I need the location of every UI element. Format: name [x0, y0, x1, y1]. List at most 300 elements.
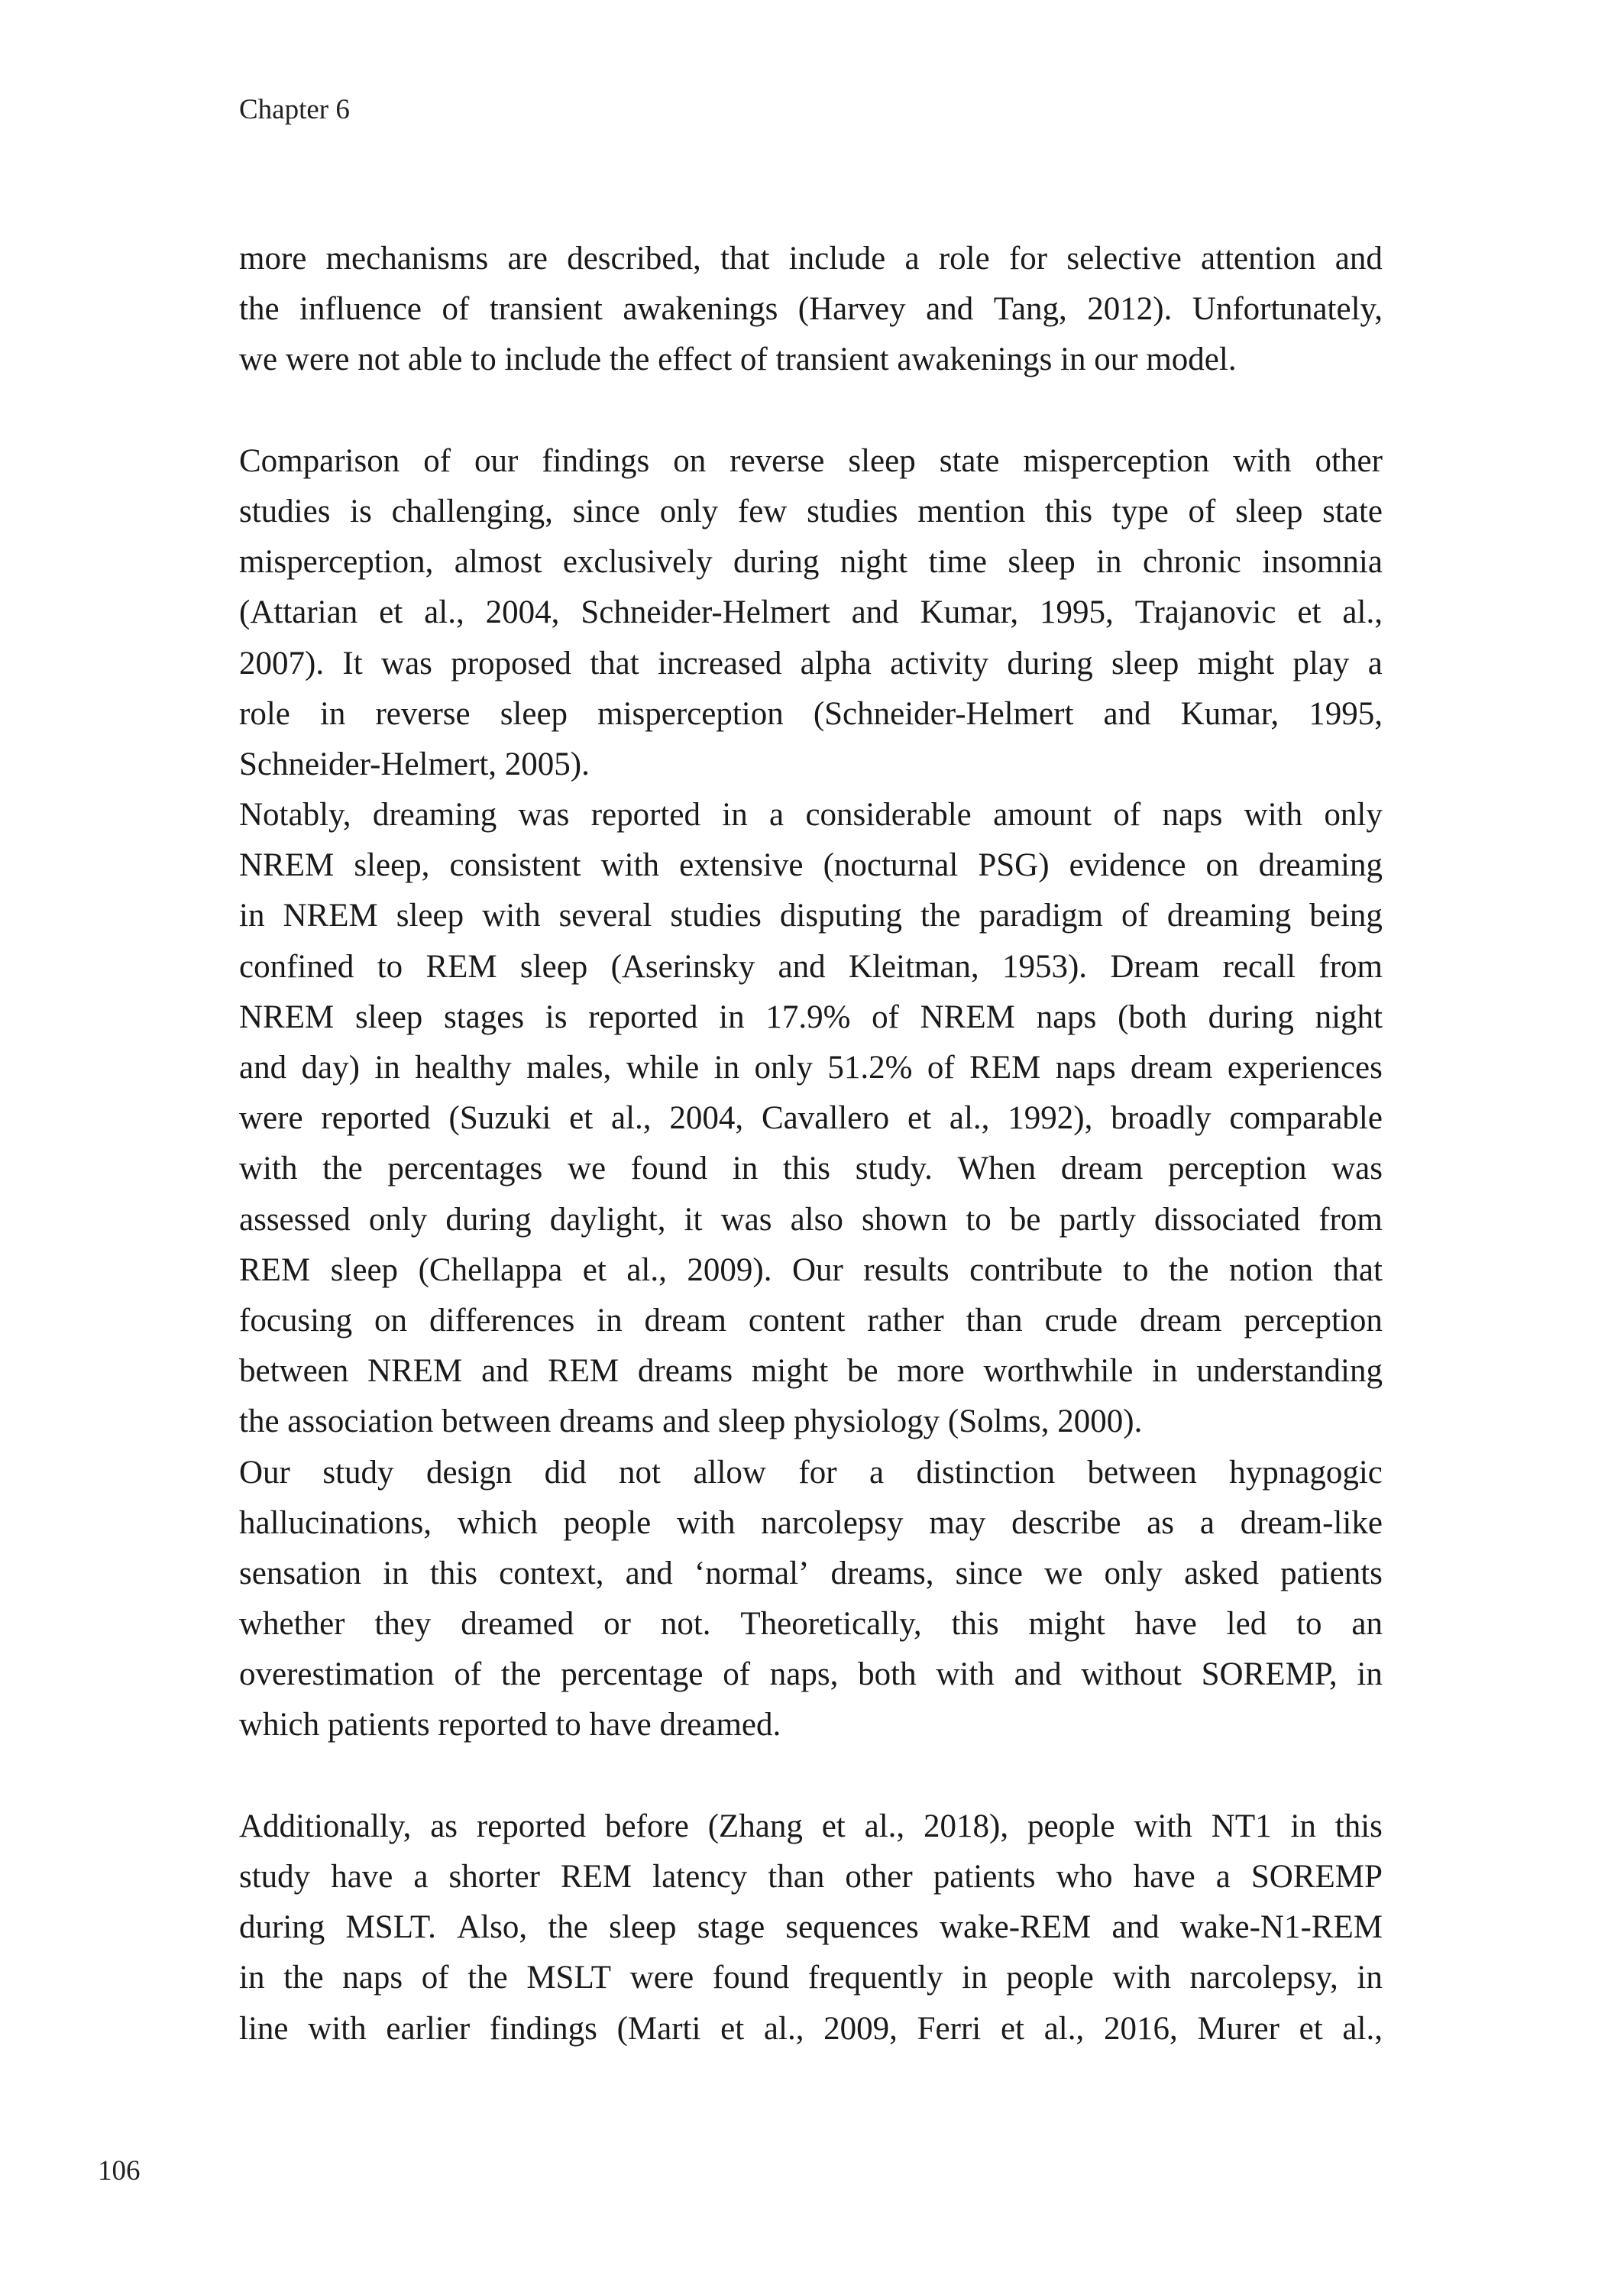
word: et: [379, 594, 403, 631]
word: we: [567, 1151, 607, 1187]
word: sleep: [717, 1403, 786, 1440]
word: misperception: [1023, 442, 1210, 479]
word: during: [733, 544, 820, 581]
word: of: [421, 1960, 449, 1996]
word: on: [673, 442, 707, 479]
word: are: [507, 241, 548, 277]
word: reverse: [375, 695, 471, 732]
word: that: [590, 645, 639, 681]
word: in: [713, 1050, 740, 1086]
word: this: [782, 1151, 831, 1187]
word: and: [625, 1555, 673, 1591]
word: have: [331, 1859, 393, 1895]
word: al.,: [626, 1251, 667, 1288]
word: since: [955, 1555, 1023, 1591]
word: not: [357, 342, 400, 378]
word: PSG): [978, 847, 1050, 884]
text-line: [239, 1498, 1383, 1549]
word: that: [1333, 1251, 1383, 1288]
word: chronic: [1142, 544, 1241, 581]
word: dream: [1060, 1151, 1144, 1187]
text-line: [239, 740, 1383, 790]
word: led: [1226, 1606, 1267, 1643]
word: ‘normal’: [694, 1555, 810, 1591]
word: mention: [917, 493, 1026, 529]
word: a: [1215, 1859, 1231, 1895]
word: of: [442, 291, 470, 328]
word: found: [712, 1960, 790, 1996]
paragraph-spacer: [239, 1751, 1383, 1802]
word: and: [778, 948, 826, 985]
text-line: [239, 436, 1383, 487]
word: understanding: [1196, 1353, 1383, 1390]
word: include: [788, 241, 886, 277]
word: during: [239, 1909, 325, 1946]
word: REM: [969, 1050, 1041, 1086]
word: hallucinations,: [239, 1504, 432, 1541]
word: (Suzuki: [448, 1100, 552, 1137]
word: naps: [1055, 1050, 1116, 1086]
word: dream: [1131, 1050, 1213, 1086]
word: SOREMP,: [1201, 1656, 1338, 1693]
word: healthy: [415, 1050, 512, 1086]
word: in: [239, 898, 265, 934]
word: NREM: [239, 999, 335, 1035]
word: sensation: [239, 1555, 362, 1591]
word: a: [1367, 645, 1383, 681]
word: sleep: [519, 948, 588, 985]
word: partly: [1059, 1201, 1136, 1238]
word: et: [1297, 594, 1322, 631]
word: SOREMP: [1250, 1859, 1383, 1895]
word: were: [239, 1100, 303, 1137]
word: sleep: [396, 898, 464, 934]
word: the: [920, 898, 961, 934]
paragraph-rem-latency: [239, 1802, 1383, 2054]
word: (Schneider-Helmert: [813, 695, 1074, 732]
word: Cavallero: [762, 1100, 890, 1137]
text-line: [239, 992, 1383, 1043]
word: in: [1096, 544, 1122, 581]
word: Ferri: [917, 2010, 982, 2047]
word: al.,: [1043, 2010, 1085, 2047]
text-line: [239, 689, 1383, 740]
text-line: [239, 1953, 1383, 2003]
word: dream: [644, 1302, 726, 1339]
word: with: [936, 1656, 995, 1693]
word: state: [939, 442, 1000, 479]
word: attention: [1201, 241, 1316, 277]
word: worthwhile: [983, 1353, 1134, 1390]
text-line: [239, 335, 1383, 385]
word: was: [518, 797, 570, 834]
word: reported: [590, 797, 700, 834]
word: awakenings: [897, 342, 1053, 378]
word: they: [374, 1606, 432, 1643]
word: of: [739, 342, 768, 378]
text-line: [239, 234, 1383, 284]
text-line: [239, 1296, 1383, 1346]
word: content: [748, 1302, 846, 1339]
word: (Chellappa: [418, 1251, 563, 1288]
word: our: [1094, 342, 1138, 378]
word: were: [629, 1960, 694, 1996]
word: in: [1357, 1656, 1383, 1693]
text-line: [239, 840, 1383, 891]
word: being: [1309, 898, 1383, 934]
word: with: [308, 2010, 367, 2047]
word: rather: [867, 1302, 944, 1339]
word: a: [904, 241, 920, 277]
word: extensive: [679, 847, 804, 884]
word: dreams,: [830, 1555, 934, 1591]
paragraph-transient-awakenings: [239, 234, 1383, 386]
word: in: [383, 1555, 409, 1591]
word: more: [897, 1353, 965, 1390]
text-line: [239, 487, 1383, 537]
word: described,: [567, 241, 701, 277]
word: in: [719, 999, 745, 1035]
word: experiences: [1227, 1050, 1383, 1086]
text-line: [239, 1549, 1383, 1599]
word: sleep,: [354, 847, 430, 884]
word: Notably,: [239, 797, 351, 834]
word: et: [569, 1100, 594, 1137]
word: on: [1205, 847, 1239, 884]
word: people: [1006, 1960, 1094, 1996]
word: people: [1027, 1808, 1115, 1844]
word: between: [239, 1353, 349, 1390]
word: was: [381, 645, 432, 681]
word: 2004,: [669, 1100, 744, 1137]
word: et: [582, 1251, 607, 1288]
word: a: [869, 1454, 885, 1491]
paragraph-dreaming-nrem: [239, 790, 1383, 1447]
word: from: [1318, 1201, 1383, 1238]
word: night: [1315, 999, 1383, 1035]
word: of: [454, 1656, 482, 1693]
word: with: [1233, 442, 1292, 479]
word: REM: [547, 1353, 620, 1390]
word: (Zhang: [707, 1808, 803, 1844]
word: the: [548, 1909, 588, 1946]
word: (Harvey: [797, 291, 906, 328]
word: MSLT.: [345, 1909, 436, 1946]
text-line: [239, 891, 1383, 941]
word: distinction: [916, 1454, 1056, 1491]
word: insomnia: [1262, 544, 1383, 581]
word: sleep: [609, 1909, 677, 1946]
word: role: [938, 241, 990, 277]
word: Dream: [1110, 948, 1200, 985]
word: naps: [1036, 999, 1097, 1035]
word: frequently: [807, 1960, 943, 1996]
word: and: [1334, 241, 1383, 277]
word: NREM: [239, 847, 335, 884]
paragraph-spacer: [239, 386, 1383, 436]
word: is: [545, 999, 568, 1035]
word: Our: [791, 1251, 843, 1288]
word: whether: [239, 1606, 345, 1643]
word: in: [1290, 1808, 1316, 1844]
body-text: [239, 234, 1383, 2054]
word: assessed: [239, 1201, 351, 1238]
word: sleep: [848, 442, 916, 479]
word: comparable: [1229, 1100, 1383, 1137]
word: able: [407, 342, 463, 378]
word: study: [239, 1859, 311, 1895]
word: dreamed: [461, 1606, 574, 1643]
word: while: [626, 1050, 700, 1086]
word: and: [662, 1403, 710, 1440]
word: since: [572, 493, 641, 529]
word: patients: [1280, 1555, 1383, 1591]
word: daylight,: [549, 1201, 666, 1238]
word: with: [677, 1504, 736, 1541]
word: (nocturnal: [823, 847, 959, 884]
word: is: [350, 493, 372, 529]
word: this: [429, 1555, 477, 1591]
word: dreaming: [1166, 898, 1292, 934]
word: dreams: [559, 1403, 655, 1440]
word: during: [1007, 645, 1093, 681]
word: in: [962, 1960, 988, 1996]
word: Theoretically,: [740, 1606, 922, 1643]
word: in: [239, 1960, 265, 1996]
word: reported: [321, 1100, 431, 1137]
word: sequences: [785, 1909, 919, 1946]
word: sleep: [1235, 493, 1303, 529]
word: dream: [1140, 1302, 1222, 1339]
word: study.: [855, 1151, 933, 1187]
word: contribute: [969, 1251, 1103, 1288]
word: than: [768, 1859, 825, 1895]
word: et: [720, 2010, 745, 2047]
word: asked: [1184, 1555, 1259, 1591]
page-number: 106: [98, 2155, 141, 2187]
word: When: [957, 1151, 1037, 1187]
word: evidence: [1069, 847, 1186, 884]
word: we: [239, 342, 278, 378]
word: be: [846, 1353, 878, 1390]
word: might: [751, 1353, 829, 1390]
word: on: [374, 1302, 408, 1339]
word: day): [301, 1050, 360, 1086]
word: in: [1357, 1960, 1383, 1996]
word: with: [1134, 1808, 1192, 1844]
word: misperception,: [239, 544, 434, 581]
word: of: [1121, 898, 1149, 934]
word: only: [1324, 797, 1383, 834]
running-head: Chapter 6: [239, 94, 350, 125]
word: naps: [1162, 797, 1223, 834]
word: may: [929, 1504, 986, 1541]
word: state: [1322, 493, 1383, 529]
paragraph-study-design: [239, 1448, 1383, 1751]
word: from: [1318, 948, 1383, 985]
word: reverse: [730, 442, 825, 479]
word: which: [457, 1504, 538, 1541]
word: recall: [1222, 948, 1296, 985]
word: Unfortunately,: [1192, 291, 1383, 328]
word: during: [1208, 999, 1294, 1035]
word: Kumar,: [1180, 695, 1279, 732]
word: transient: [775, 342, 889, 378]
word: differences: [429, 1302, 575, 1339]
word: narcolepsy: [761, 1504, 904, 1541]
word: for: [1008, 241, 1048, 277]
word: selective: [1066, 241, 1182, 277]
word: al.,: [763, 2010, 804, 2047]
text-line: [239, 1599, 1383, 1649]
word: include: [504, 342, 602, 378]
text-line: [239, 588, 1383, 638]
word: REM: [560, 1859, 632, 1895]
text-line: [239, 1700, 1383, 1750]
word: shorter: [448, 1859, 540, 1895]
word: have: [1133, 1859, 1195, 1895]
word: and: [851, 594, 899, 631]
word: 51.2%: [827, 1050, 913, 1086]
word: few: [737, 493, 788, 529]
word: the: [1168, 1251, 1209, 1288]
word: narcolepsy,: [1189, 1960, 1338, 1996]
word: might: [1197, 645, 1275, 681]
word: al.,: [864, 1808, 905, 1844]
word: earlier: [386, 2010, 471, 2047]
word: physiology: [794, 1403, 940, 1440]
text-line: [239, 639, 1383, 689]
word: studies: [670, 898, 762, 934]
word: in: [722, 797, 748, 834]
word: found: [630, 1151, 708, 1187]
word: type: [1111, 493, 1169, 529]
text-line: [239, 284, 1383, 335]
text-line: [239, 537, 1383, 588]
word: (both: [1118, 999, 1187, 1035]
word: 1995,: [1040, 594, 1114, 631]
word: reported: [588, 999, 698, 1035]
word: that: [720, 241, 770, 277]
word: dreaming: [372, 797, 497, 834]
word: patients: [327, 1707, 430, 1743]
word: dreaming: [1258, 847, 1383, 884]
word: which: [239, 1707, 320, 1743]
word: sleep: [354, 999, 423, 1035]
word: and: [926, 291, 974, 328]
word: shown: [861, 1201, 948, 1238]
word: awakenings: [623, 291, 778, 328]
word: more: [239, 241, 307, 277]
word: our: [474, 442, 519, 479]
text-line: [239, 1802, 1383, 1852]
word: misperception: [597, 695, 784, 732]
text-line: [239, 1649, 1383, 1700]
word: in: [1060, 342, 1086, 378]
word: other: [845, 1859, 913, 1895]
word: males,: [526, 1050, 612, 1086]
word: focusing: [239, 1302, 353, 1339]
word: not.: [660, 1606, 711, 1643]
word: transient: [489, 291, 603, 328]
word: Trajanovic: [1134, 594, 1276, 631]
word: 2005).: [504, 746, 590, 782]
word: the: [239, 1403, 280, 1440]
word: with: [482, 898, 541, 934]
word: who: [1056, 1859, 1113, 1895]
word: in: [597, 1302, 623, 1339]
word: in: [319, 695, 346, 732]
word: this: [951, 1606, 999, 1643]
word: Schneider-Helmert,: [239, 746, 497, 782]
word: It: [342, 645, 363, 681]
word: 1995,: [1309, 695, 1383, 732]
word: studies: [239, 493, 331, 529]
word: 2000).: [1057, 1403, 1143, 1440]
word: paradigm: [979, 898, 1103, 934]
word: broadly: [1111, 1100, 1212, 1137]
word: challenging,: [391, 493, 553, 529]
word: notion: [1229, 1251, 1313, 1288]
word: to: [471, 342, 497, 378]
word: effect: [658, 342, 733, 378]
word: the: [283, 1960, 324, 1996]
word: 1992),: [1008, 1100, 1093, 1137]
text-line: [239, 1448, 1383, 1498]
word: sleep: [1111, 645, 1179, 681]
word: with: [600, 847, 660, 884]
word: confined: [239, 948, 354, 985]
text-line: [239, 1195, 1383, 1245]
word: (Aserinsky: [610, 948, 755, 985]
word: to: [1123, 1251, 1149, 1288]
word: REM: [239, 1251, 311, 1288]
word: al.,: [949, 1100, 990, 1137]
word: only: [754, 1050, 813, 1086]
word: 2009,: [823, 2010, 898, 2047]
word: in: [732, 1151, 759, 1187]
word: reported: [476, 1808, 587, 1844]
word: between: [442, 1403, 552, 1440]
word: with: [1244, 797, 1303, 834]
word: other: [1315, 442, 1383, 479]
word: of: [872, 999, 899, 1035]
word: et: [907, 1100, 932, 1137]
word: in: [1152, 1353, 1178, 1390]
word: findings: [489, 2010, 597, 2047]
word: of: [1113, 797, 1141, 834]
word: NT1: [1211, 1808, 1272, 1844]
word: 17.9%: [765, 999, 851, 1035]
word: as: [1147, 1504, 1175, 1541]
word: of: [1188, 493, 1216, 529]
word: also: [790, 1201, 843, 1238]
text-line: [239, 1852, 1383, 1902]
word: NREM: [367, 1353, 463, 1390]
word: during: [445, 1201, 532, 1238]
word: without: [1081, 1656, 1182, 1693]
word: the: [239, 291, 280, 328]
word: latency: [652, 1859, 748, 1895]
word: sleep: [500, 695, 568, 732]
word: overestimation: [239, 1656, 435, 1693]
word: were: [285, 342, 350, 378]
word: dissociated: [1154, 1201, 1301, 1238]
word: association: [287, 1403, 434, 1440]
word: consistent: [449, 847, 581, 884]
word: Tang,: [993, 291, 1067, 328]
word: stage: [697, 1909, 765, 1946]
